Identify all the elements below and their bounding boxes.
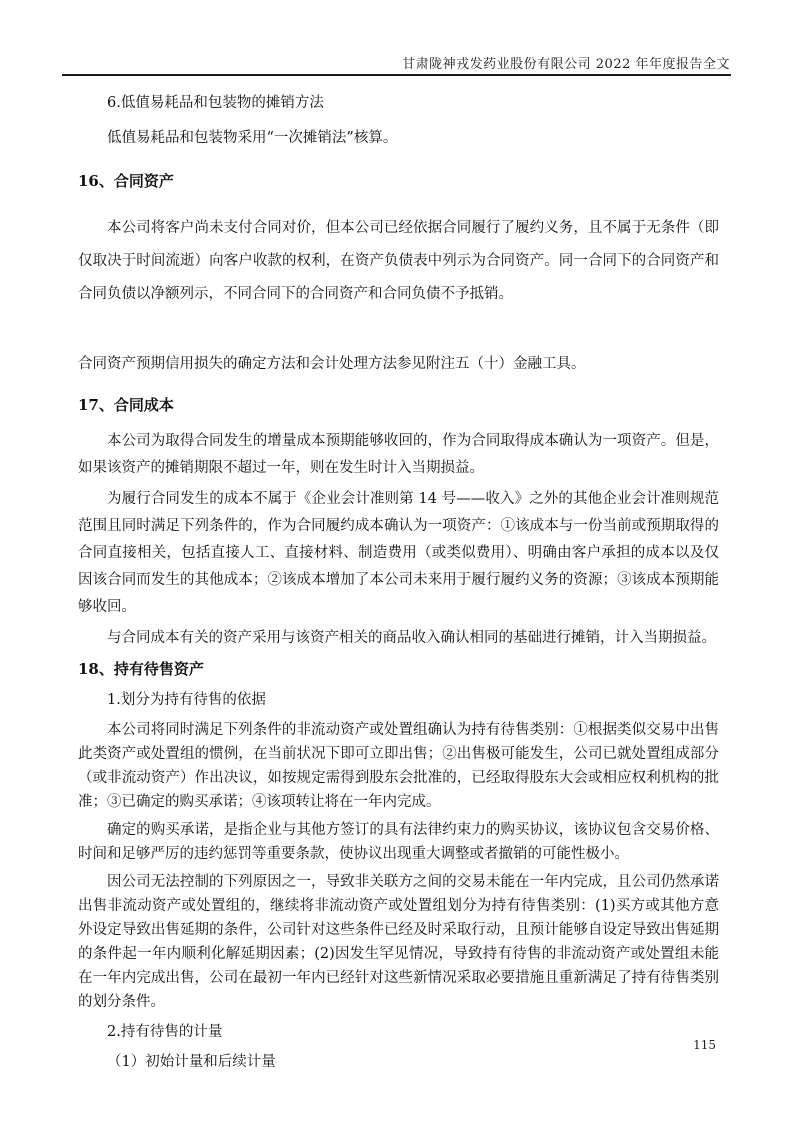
list-item-held-for-sale-basis: 1.划分为持有待售的依据 — [107, 692, 266, 708]
paragraph-contract-cost-3: 与合同成本有关的资产采用与该资产相关的商品收入确认相同的基础进行摊销，计入当期损益。 — [107, 630, 716, 646]
paragraph-held-for-sale-2: 确定的购买承诺，是指企业与其他方签订的具有法律约束力的购买协议，该协议包含交易价格、时间和足够严厉的违约惩罚等重要条款，使协议出现重大调整或者撤销的可能性极小。 — [78, 822, 719, 862]
document-body — [78, 88, 719, 1072]
section-heading-18: 18、持有待售资产 — [78, 660, 204, 678]
list-item-initial-measurement: （1）初始计量和后续计量 — [107, 1054, 276, 1070]
list-item-measurement: 2.持有待售的计量 — [107, 1024, 223, 1040]
section-heading-16: 16、合同资产 — [78, 172, 174, 190]
list-item-6-title: 6.低值易耗品和包装物的摊销方法 — [107, 95, 324, 111]
paragraph-contract-asset: 本公司将客户尚未支付合同对价，但本公司已经依据合同履行了履约义务，且不属于无条件（即仅取决于时间流逝）向客户收款的权利，在资产负债表中列示为合同资产。同一合同下的合同资产和合同负债以净额列示，不同合同下的合同资产和合同负债不予抵销。 — [78, 220, 719, 302]
paragraph-ecl-note: 合同资产预期信用损失的确定方法和会计处理方法参见附注五（十）金融工具。 — [78, 356, 586, 372]
section-heading-17: 17、合同成本 — [78, 396, 174, 414]
header-divider — [62, 74, 731, 76]
paragraph-contract-cost-1: 本公司为取得合同发生的增量成本预期能够收回的，作为合同取得成本确认为一项资产。但是，如果该资产的摊销期限不超过一年，则在发生时计入当期损益。 — [78, 433, 719, 476]
paragraph-held-for-sale-3: 因公司无法控制的下列原因之一，导致非关联方之间的交易未能在一年内完成，且公司仍然承诺出售非流动资产或处置组的，继续将非流动资产或处置组划分为持有待售类别：(1)买方或其他方意外设定导致出售延期的条件，公司针对这些条件已经及时采取行动，且预计能够自设定导致出售延期的条件起一年内顺利化解延期因素；(2)因发生罕见情况，导致持有待售的非流动资产或处置组未能在一年内完成出售，公司在最初一年内已经针对这些新情况采取必要措施且重新满足了持有待售类别的划分条件。 — [78, 874, 719, 1010]
list-item-6-body: 低值易耗品和包装物采用“一次摊销法”核算。 — [107, 130, 398, 146]
page-number: 115 — [693, 1038, 716, 1052]
page-header-title: 甘肃陇神戎发药业股份有限公司 2022 年年度报告全文 — [402, 57, 730, 72]
paragraph-contract-cost-2: 为履行合同发生的成本不属于《企业会计准则第 14 号——收入》之外的其他企业会计准则规范范围且同时满足下列条件的，作为合同履约成本确认为一项资产：①该成本与一份当前或预期取得的合同直接相关，包括直接人工、直接材料、制造费用（或类似费用）、明确由客户承担的成本以及仅因该合同而发生的其他成本；②该成本增加了本公司未来用于履行履约义务的资源；③该成本预期能够收回。 — [78, 491, 719, 615]
paragraph-held-for-sale-1: 本公司将同时满足下列条件的非流动资产或处置组确认为持有待售类别：①根据类似交易中出售此类资产或处置组的惯例，在当前状况下即可立即出售；②出售极可能发生，公司已就处置组成部分（或非流动资产）作出决议，如按规定需得到股东会批准的，已经取得股东大会或相应权利机构的批准；③已确定的购买承诺；④该项转让将在一年内完成。 — [78, 722, 719, 810]
